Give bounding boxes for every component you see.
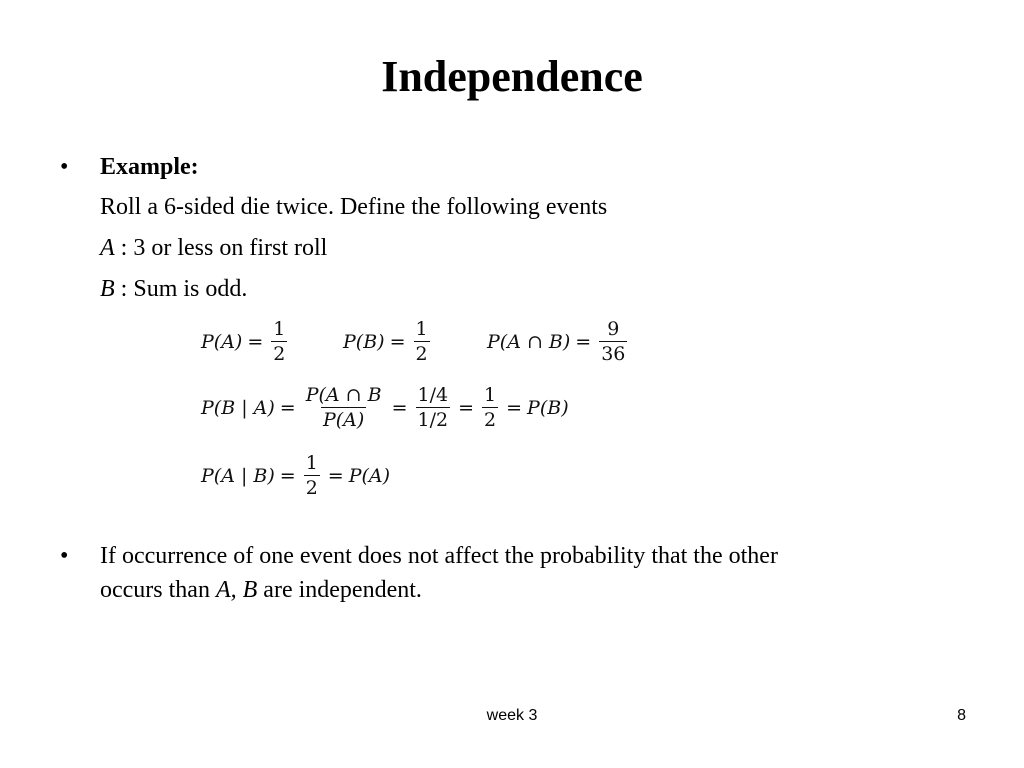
- page-number: 8: [957, 707, 966, 724]
- example-heading: Example:: [100, 154, 199, 180]
- equation-pb-given-a: [201, 384, 569, 431]
- equation-pa-given-b: [201, 452, 390, 499]
- slide-title: Independence: [381, 52, 643, 101]
- event-a-text: : 3 or less on first roll: [114, 235, 328, 261]
- fraction-pa: [271, 318, 287, 365]
- fraction-quarter-over-half: [416, 384, 451, 431]
- pba-lhs: P(B | A): [201, 396, 275, 419]
- bullet-marker-example: •: [60, 154, 69, 180]
- fraction-numerator: 9: [607, 318, 620, 340]
- fraction-denominator: 2: [484, 409, 497, 431]
- equals-sign: =: [247, 330, 264, 353]
- pab-cond-rhs: P(A): [348, 464, 391, 487]
- pab-cond-lhs: P(A | B): [201, 464, 275, 487]
- event-b-symbol: B: [100, 276, 115, 302]
- event-b-text: : Sum is odd.: [114, 276, 248, 302]
- equals-sign: =: [458, 396, 475, 419]
- equals-sign: =: [391, 396, 408, 419]
- equals-sign: =: [279, 396, 296, 419]
- equals-sign: =: [389, 330, 406, 353]
- conclusion-line-1: If occurrence of one event does not affect the probability that the other: [100, 543, 778, 569]
- equals-sign: =: [506, 396, 523, 419]
- event-a-symbol: A: [100, 235, 115, 261]
- fraction-denominator: P(A): [322, 409, 365, 431]
- fraction-half: [482, 384, 498, 431]
- pab-lhs: P(A ∩ B): [487, 330, 571, 353]
- equation-pab: [487, 318, 630, 365]
- fraction-denominator: 2: [273, 343, 286, 365]
- fraction-conditional: [304, 384, 384, 431]
- fraction-numerator: 1: [415, 318, 428, 340]
- fraction-numerator: P(A ∩ B: [305, 384, 382, 406]
- fraction-denominator: 2: [305, 477, 318, 499]
- pb-lhs: P(B): [343, 330, 385, 353]
- fraction-numerator: 1/4: [417, 384, 449, 406]
- pa-lhs: P(A): [201, 330, 243, 353]
- equals-sign: =: [575, 330, 592, 353]
- fraction-pb: [414, 318, 430, 365]
- fraction-denominator: 2: [415, 343, 428, 365]
- conclusion-events: A, B: [215, 577, 258, 603]
- bullet-marker-conclusion: •: [60, 543, 69, 569]
- conclusion-line-2-pre: occurs than: [100, 577, 216, 603]
- conclusion-line-2-post: are independent.: [257, 577, 422, 603]
- fraction-denominator: 36: [601, 343, 626, 365]
- conclusion-line-2: [100, 573, 422, 607]
- equation-pb: [343, 318, 433, 365]
- pba-rhs: P(B): [527, 396, 569, 419]
- footer-label: week 3: [486, 707, 538, 724]
- example-intro: Roll a 6-sided die twice. Define the following events: [100, 194, 608, 220]
- equals-sign: =: [279, 464, 296, 487]
- equals-sign: =: [327, 464, 344, 487]
- fraction-numerator: 1: [484, 384, 497, 406]
- fraction-half: [304, 452, 320, 499]
- fraction-numerator: 1: [305, 452, 318, 474]
- fraction-pab: [599, 318, 627, 365]
- fraction-denominator: 1/2: [417, 409, 449, 431]
- equation-pa: [201, 318, 290, 365]
- fraction-numerator: 1: [273, 318, 286, 340]
